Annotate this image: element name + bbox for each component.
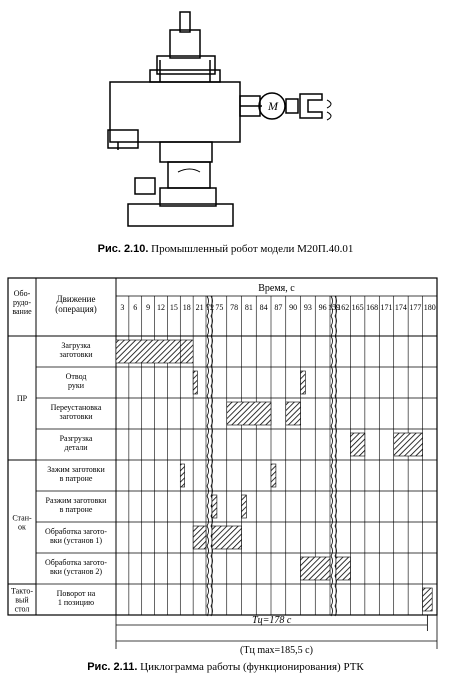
operation-bar [301,371,306,394]
header-time: Время, с [258,283,295,294]
row-label: Загрузка заготовки [59,341,93,359]
time-tick-label: 9 [146,303,151,312]
operation-bar [423,588,433,611]
time-tick-label: 3 [120,303,125,312]
time-tick-label: 90 [289,303,298,312]
operation-bar [350,433,364,456]
group-label: Такто-вый стол [10,586,34,614]
header-movement: Движение (операция) [55,294,97,314]
time-tick-label: 168 [366,303,379,312]
operation-bar [180,464,184,487]
operation-bar [212,526,242,549]
group-label: ПР [16,394,28,403]
operation-bar [180,340,193,363]
operation-bar [193,371,197,394]
figure2-caption [0,661,451,673]
time-tick-label: 15 [169,303,178,312]
operation-bar [271,464,276,487]
time-tick-label: 18 [182,303,191,312]
time-tick-label: 75 [215,303,224,312]
header-equipment: Обо-рудо-вание [12,289,32,316]
time-tick-label: 12 [157,303,165,312]
operation-bar [193,526,206,549]
axis-break [207,296,209,616]
time-tick-label: 84 [259,303,268,312]
row-label: Разгрузка детали [59,434,93,452]
time-tick-label: 96 [318,303,327,312]
time-tick-label: 81 [244,303,253,312]
row-label: Разжим заготовки в патроне [45,496,107,514]
operation-bar [212,495,217,518]
figure1-caption-text: Промышленный робот модели М20П.40.01 [151,243,354,255]
operation-bar [242,495,247,518]
row-label: Поворот на 1 позицию [56,589,96,607]
row-label: Переустановка заготовки [50,403,102,421]
operation-bar [116,340,180,363]
time-tick-label: 6 [133,303,138,312]
time-tick-label: 21 [195,303,204,312]
row-label: Зажим заготовки в патроне [47,465,105,483]
time-tick-label: 165 [351,303,364,312]
time-tick-label: 72 [206,303,214,312]
axis-break [331,296,333,616]
time-tick-label: 93 [303,303,312,312]
time-tick-label: 159 [328,303,340,312]
time-tick-label: 87 [274,303,283,312]
time-tick-label: 174 [394,303,407,312]
figure2-caption-text: Циклограмма работы (функционирования) РТК [140,661,364,673]
cycle-time-max-label: (Tц max=185,5 с) [240,645,313,656]
time-tick-label: 180 [423,303,436,312]
group-label: Стан-ок [12,513,32,532]
time-tick-label: 162 [337,303,350,312]
time-tick-label: 78 [230,303,239,312]
time-tick-label: 171 [380,303,393,312]
cycle-time-label: Tц=178 с [252,615,292,626]
row-label: Отвод руки [65,372,87,390]
operation-bar [301,557,331,580]
operation-bar [227,402,271,425]
time-tick-label: 177 [409,303,422,312]
operation-bar [336,557,350,580]
row-label: Обработка загото-вки (установ 1) [45,527,107,545]
operation-bar [286,402,301,425]
motor-letter: M [268,99,278,113]
figure1-label: Рис. 2.10. [97,243,149,255]
row-label: Обработка загото-вки (установ 2) [45,558,107,576]
figure2-label: Рис. 2.11. [87,661,138,673]
operation-bar [394,433,423,456]
